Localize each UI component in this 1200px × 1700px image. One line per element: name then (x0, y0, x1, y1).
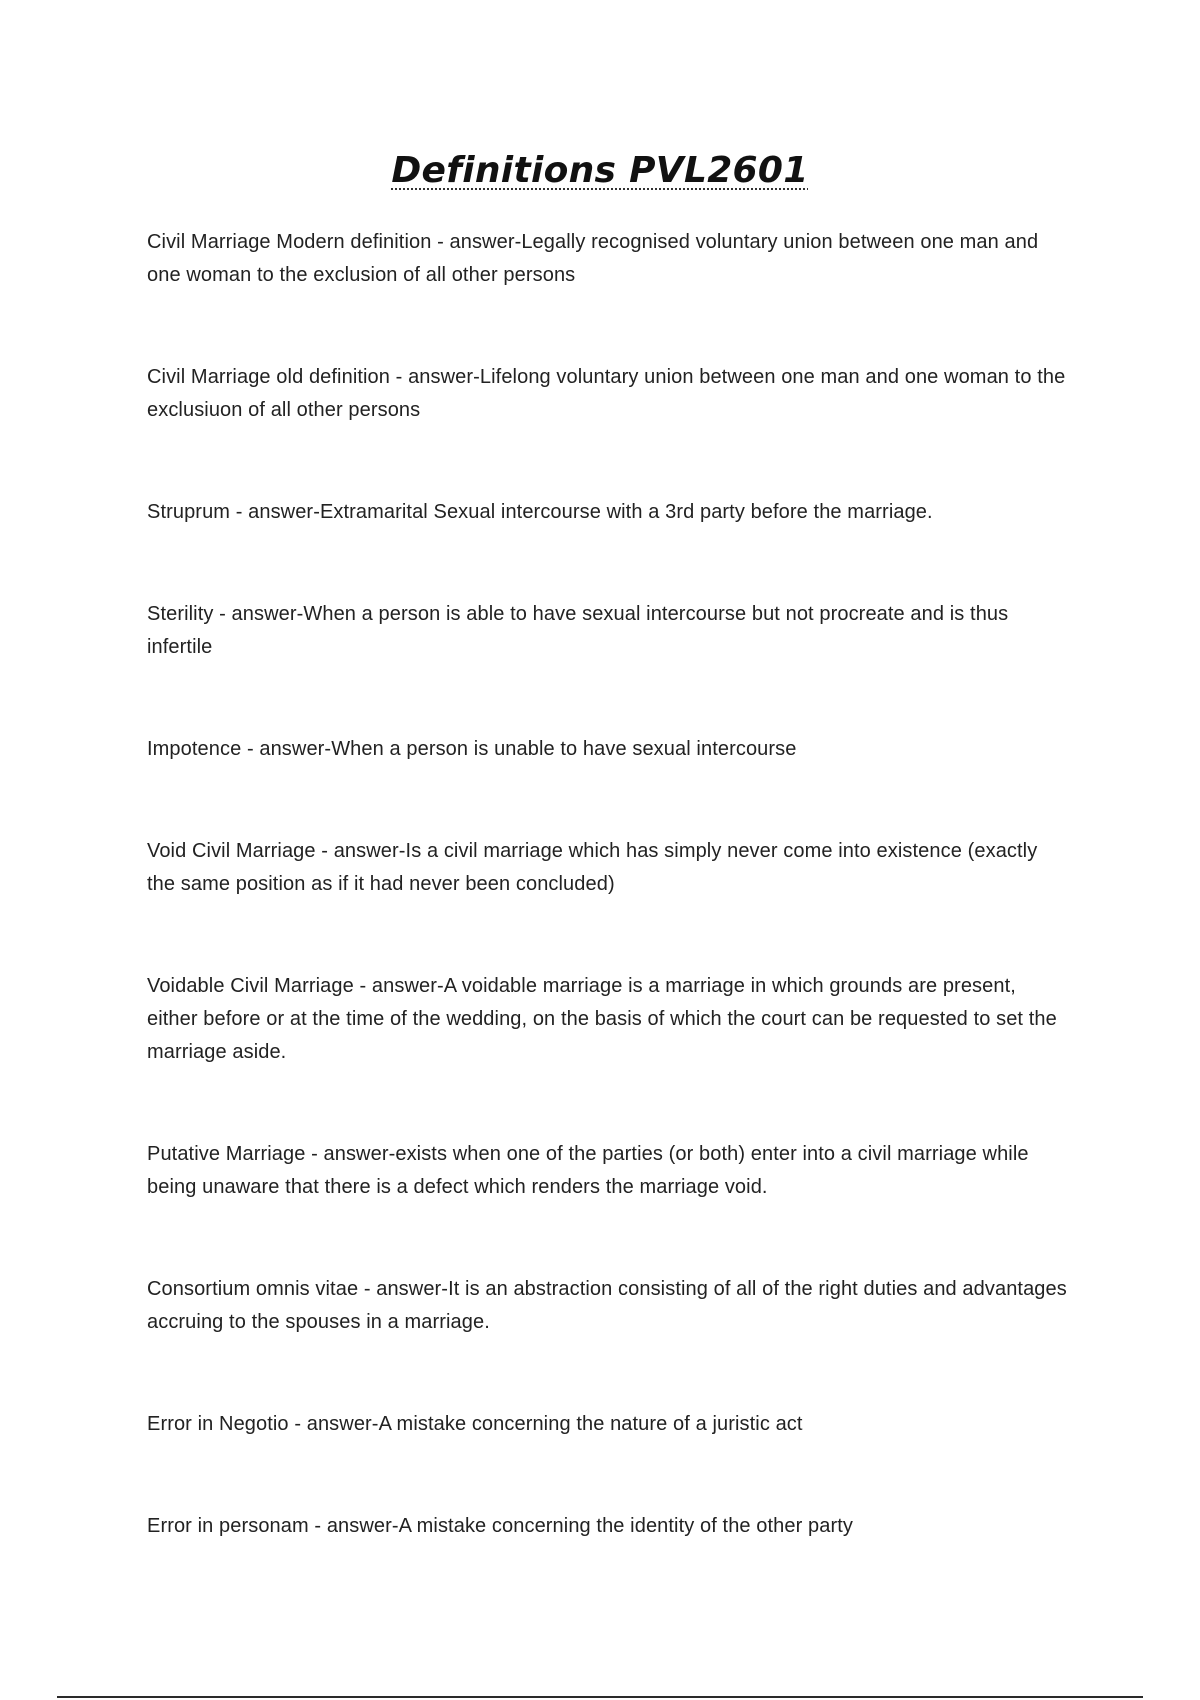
definition-entry: Error in Negotio - answer-A mistake concerning the nature of a juristic act (147, 1413, 803, 1435)
definition-entry: Void Civil Marriage - answer-Is a civil marriage which has simply never come into existence (exactly the same position as if it had never been concluded) (147, 840, 1038, 895)
page-title (0, 150, 1200, 191)
page-title-text: Definitions PVL2601 (391, 150, 809, 191)
definition-entry: Putative Marriage - answer-exists when one of the parties (or both) enter into a civil marriage while being unaware that there is a defect which renders the marriage void. (147, 1143, 1029, 1198)
footer-divider (57, 1696, 1143, 1698)
definition-entry: Consortium omnis vitae - answer-It is an abstraction consisting of all of the right duties and advantages accruing to the spouses in a marriage. (147, 1278, 1067, 1333)
definition-entry: Struprum - answer-Extramarital Sexual intercourse with a 3rd party before the marriage. (147, 501, 933, 523)
definition-entry: Civil Marriage old definition - answer-Lifelong voluntary union between one man and one woman to the exclusiuon of all other persons (147, 366, 1066, 421)
definition-entry: Sterility - answer-When a person is able to have sexual intercourse but not procreate and is thus infertile (147, 603, 1009, 658)
definition-entry: Impotence - answer-When a person is unable to have sexual intercourse (147, 738, 797, 760)
definition-entry: Error in personam - answer-A mistake concerning the identity of the other party (147, 1515, 854, 1537)
definition-entry: Voidable Civil Marriage - answer-A voidable marriage is a marriage in which grounds are present, either before or at the time of the wedding, on the basis of which the court can be requested to set the marriage aside. (147, 975, 1057, 1063)
definition-entry: Civil Marriage Modern definition - answer-Legally recognised voluntary union between one man and one woman to the exclusion of all other persons (147, 231, 1039, 286)
definitions-list (147, 226, 1067, 1612)
